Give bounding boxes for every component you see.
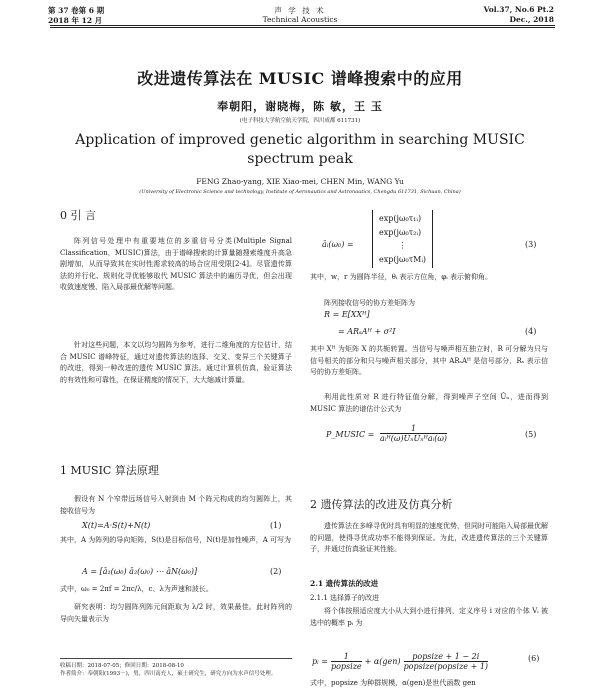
header-date-en: Dec., 2018 (509, 15, 554, 24)
footnote (60, 662, 292, 678)
affiliation-en: (University of Electronic Science and technology, Institute of Aeronautics and Astronautics, Chengdu 611731, Sichuan, China) (139, 189, 461, 195)
affiliation-cn: (电子科技大学航空航天学院，四川成都 611731) (239, 118, 361, 124)
eq3-row-3: ⋮ (398, 241, 407, 250)
equation-6 (312, 652, 488, 671)
section-2-title: 2 遗传算法的改进及仿真分析 (310, 498, 453, 511)
s2-paragraph-1: 遗传算法在多峰寻优时具有明显的速度优势，但同时可能陷入局部最优解的问题，使得寻优成功率不能得到保证。为此，改进遗传算法的三个关键算子，并通过仿真验证其性能。 (310, 522, 548, 553)
equation-3-vector (372, 210, 433, 268)
r-paragraph-2: 阵列接收信号的协方差矩阵为 (324, 299, 415, 307)
intro-paragraph-2: 针对这些问题，本文以均匀圆阵为参考，进行二维角度的方位估计，结合 MUSIC 谱峰特征，通过对遗传算法的选择、交叉、变异三个关键算子的改进，得到一种改进的遗传 MUSIC 算法。通过计算机仿真，验证算法的有效性和可靠性，在保证精度的情况下，大大缩减计算量。 (60, 341, 292, 384)
eq3-row-4: exp(jω₀τMᵢ) (379, 254, 427, 264)
equation-6-number: (6) (528, 654, 540, 663)
s1-paragraph-3: 式中，ω₀ = 2πf = 2πc/λ，c、λ为声速和波长。 (60, 585, 213, 593)
equation-5-lhs: P_MUSIC = (326, 430, 375, 439)
eq5-denominator: aᵢᴴ(ω)ÛₙÛₙᴴaᵢ(ω) (380, 434, 448, 443)
header-vol-en: Vol.37, No.6 Pt.2 (483, 5, 554, 14)
equation-1: X(t)=A·S(t)+N(t) (82, 521, 151, 530)
subsection-2-1: 2.1 遗传算法的改进 (310, 579, 379, 588)
subsection-2-1-1: 2.1.1 选择算子的改进 (310, 594, 380, 602)
footnote-author: 作者简介：奉朝阳(1993－)，男，四川南充人，硕士研究生，研究方向为水声信号处理。 (60, 671, 277, 677)
title-cn: 改进遗传算法在 MUSIC 谱峰搜索中的应用 (137, 69, 463, 88)
eq6-f1-den: popsize (330, 662, 362, 671)
eq3-row-1: exp(jω₀τ₁ᵢ) (379, 214, 422, 223)
header-journal-en: Technical Acoustics (262, 15, 338, 24)
r-paragraph-1: 其中，w，r 为圆阵半径，θᵢ 表示方位角，φᵢ 表示俯仰角。 (310, 273, 492, 281)
title-en-line1: Application of improved genetic algorithm in searching MUSIC (75, 132, 525, 148)
equation-4-line-1: R = E[XXᴴ] (324, 310, 370, 319)
authors-en: FENG Zhao-yang, XIE Xiao-mei, CHEN Min, WANG Yu (196, 177, 404, 186)
title-en-line2: spectrum peak (247, 151, 353, 167)
footnote-rule (60, 658, 292, 659)
header-journal-cn: 声 学 技 术 (274, 6, 326, 15)
header-volume: 第 37 卷第 6 期 (48, 6, 105, 15)
eq5-numerator: 1 (410, 424, 417, 433)
s211-paragraph-1: 将个体按照适应度大小从大到小进行排列，定义序号 i 对应的个体 Vᵢ 被选中的概率 pᵢ 为 (310, 607, 548, 627)
equation-5-number: (5) (525, 430, 537, 439)
equation-3-number: (3) (525, 240, 537, 249)
s1-paragraph-2: 其中，A 为阵列的导向矩阵，S(t)是目标信号，N(t)是加性噪声，A 可写为 (60, 536, 292, 544)
s211-paragraph-2: 式中，popsize 为种群规模，α(gen)是世代函数 gen (310, 679, 476, 687)
s1-paragraph-4: 研究表明：均匀圆阵列阵元间距取为 λ/2 时，效果最佳。此时阵列的导向矢量表示为 (60, 603, 292, 623)
equation-1-number: (1) (270, 521, 282, 530)
equation-2-number: (2) (270, 567, 282, 576)
equation-5-fraction (380, 424, 447, 443)
r-paragraph-3: 其中 Xᴴ 为矩阵 X 的共轭转置。当信号与噪声相互独立时，R 可分解为只与信号相关的部分和只与噪声相关部分，其中 ARₛAᴴ 是信号部分，Rₛ 表示信号的协方差矩阵。 (310, 345, 548, 376)
intro-paragraph-1: 阵列信号处理中有重要地位的多重信号分类(Multiple Signal Classification，MUSIC)算法，由于谱峰搜索的计算量随搜索维度升高急剧增加，从而导致其在实时性需求较高的场合应用受限[2-4]。尽管遗传算法的并行化、规则化寻优能够取代 MUSIC 算法中的遍历寻优，但会出现收敛速度慢、陷入局部最优解等问题。 (60, 237, 292, 291)
eq6-f1-num: 1 (343, 652, 349, 661)
section-0-title: 0 引 言 (60, 209, 96, 222)
equation-2: A = [ā₁(ω₀) ā₂(ω₀) ⋯ āN(ω₀)] (82, 567, 198, 576)
r-paragraph-4: 利用此性质对 R 进行特征值分解，得到噪声子空间 Ûₙ，进而得到 MUSIC 算法的谱估计公式为 (310, 393, 548, 413)
eq6-plus: + α(gen) (364, 657, 401, 666)
s1-paragraph-1: 假设有 N 个窄带远场信号入射到由 M 个阵元构成的均匀圆阵上，其接收信号为 (60, 495, 292, 515)
header-date: 2018 年 12 月 (48, 16, 103, 25)
equation-4-line-2: = ARₛAᴴ + σ²I (338, 327, 396, 336)
eq6-lhs: pᵢ = (312, 657, 328, 666)
eq3-row-2: exp(jω₀τ₂ᵢ) (379, 227, 422, 237)
header-rule-2 (50, 27, 555, 28)
footnote-received: 收稿日期：2018-07-05；修回日期：2018-08-10 (60, 663, 184, 669)
equation-3-lhs: āᵢ(ω₀) = (322, 240, 354, 249)
header-rule (50, 25, 555, 26)
eq6-f2-num: popsize + 1 − 2i (412, 652, 480, 661)
title-en (40, 131, 560, 169)
equation-4-number: (4) (525, 327, 537, 336)
authors-cn: 奉朝阳，谢晓梅，陈 敏，王 玉 (217, 100, 383, 113)
section-1-title: 1 MUSIC 算法原理 (60, 464, 159, 477)
eq6-f2-den: popsize(popsize + 1) (403, 662, 489, 671)
